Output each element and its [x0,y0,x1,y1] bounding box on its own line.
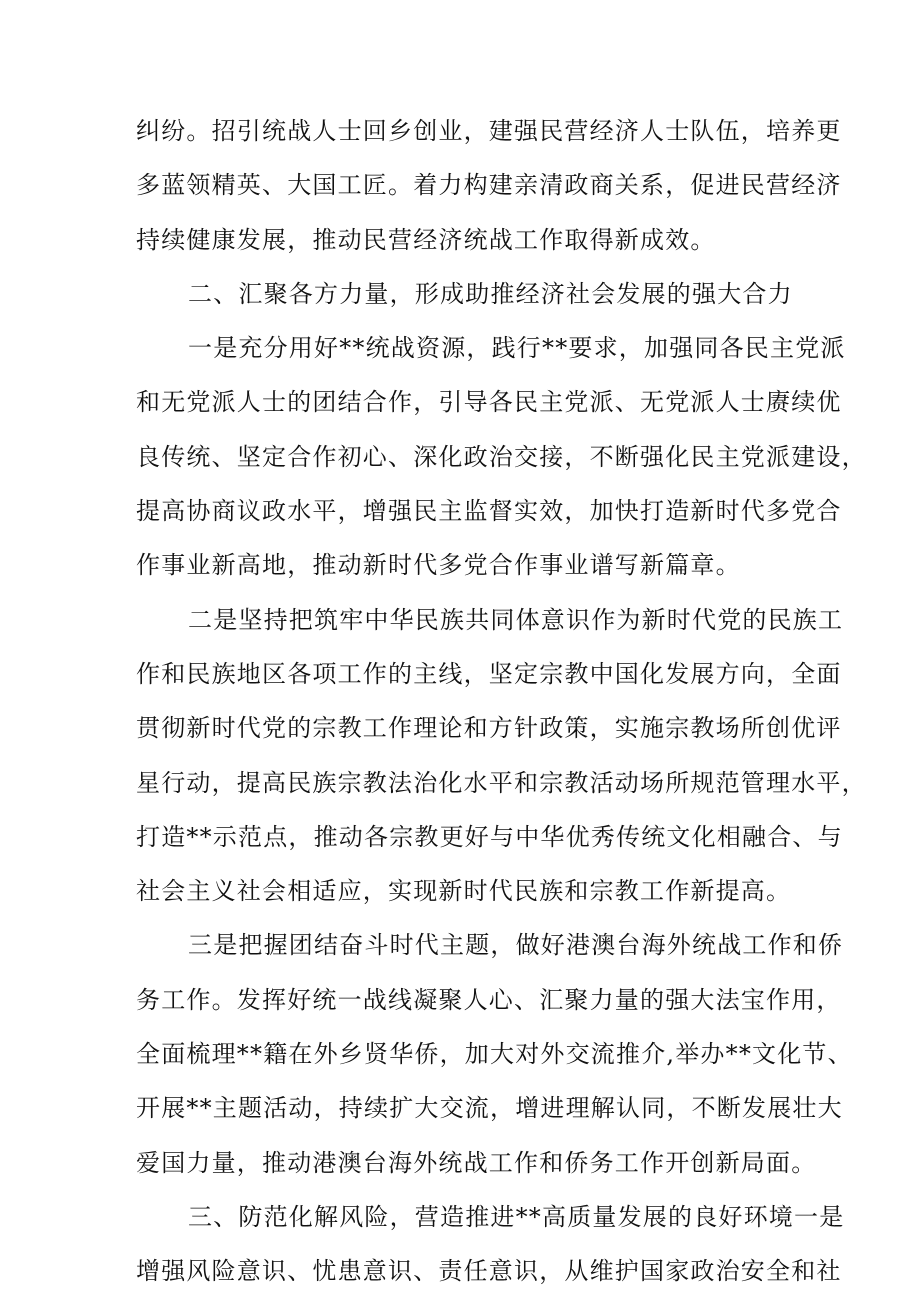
text-line: 和无党派人士的团结合作，引导各民主党派、无党派人士赓续优 [136,388,842,417]
text-line: 社会主义社会相适应，实现新时代民族和宗教工作新提高。 [136,877,792,906]
text-line: 持续健康发展，推动民营经济统战工作取得新成效。 [136,225,716,254]
text-line: 良传统、坚定合作初心、深化政治交接，不断强化民主党派建设， [136,442,867,471]
text-line: 三、防范化解风险，营造推进**高质量发展的良好环境一是 [188,1202,845,1231]
text-line: 纠纷。招引统战人士回乡创业，建强民营经济人士队伍，培养更 [136,117,842,145]
text-line: 爱国力量，推动港澳台海外统战工作和侨务工作开创新局面。 [136,1148,817,1177]
text-line: 全面梳理**籍在外乡贤华侨，加大对外交流推介,举办**文化节、 [136,1040,853,1069]
text-line: 二是坚持把筑牢中华民族共同体意识作为新时代党的民族工 [188,605,844,634]
text-line: 提高协商议政水平，增强民主监督实效，加快打造新时代多党合 [136,497,842,526]
text-line: 开展**主题活动，持续扩大交流，增进理解认同，不断发展壮大 [136,1094,843,1123]
text-line: 一是充分用好**统战资源，践行**要求，加强同各民主党派 [188,334,846,363]
text-line: 务工作。发挥好统一战线凝聚人心、汇聚力量的强大法宝作用， [136,985,842,1014]
text-line: 作和民族地区各项工作的主线，坚定宗教中国化发展方向，全面 [136,659,842,688]
text-line: 多蓝领精英、大国工匠。着力构建亲清政商关系，促进民营经济 [136,171,842,200]
text-line: 三是把握团结奋斗时代主题，做好港澳台海外统战工作和侨 [188,931,844,960]
text-line: 打造**示范点，推动各宗教更好与中华优秀传统文化相融合、与 [136,822,843,851]
text-line: 作事业新高地，推动新时代多党合作事业谱写新篇章。 [136,551,741,580]
text-line: 贯彻新时代党的宗教工作理论和方针政策，实施宗教场所创优评 [136,714,842,743]
document-body-text [136,104,867,1299]
text-line: 增强风险意识、忧患意识、责任意识，从维护国家政治安全和社 [136,1257,842,1286]
text-line: 星行动，提高民族宗教法治化水平和宗教活动场所规范管理水平， [136,768,867,797]
text-line: 二、汇聚各方力量，形成助推经济社会发展的强大合力 [188,279,793,308]
